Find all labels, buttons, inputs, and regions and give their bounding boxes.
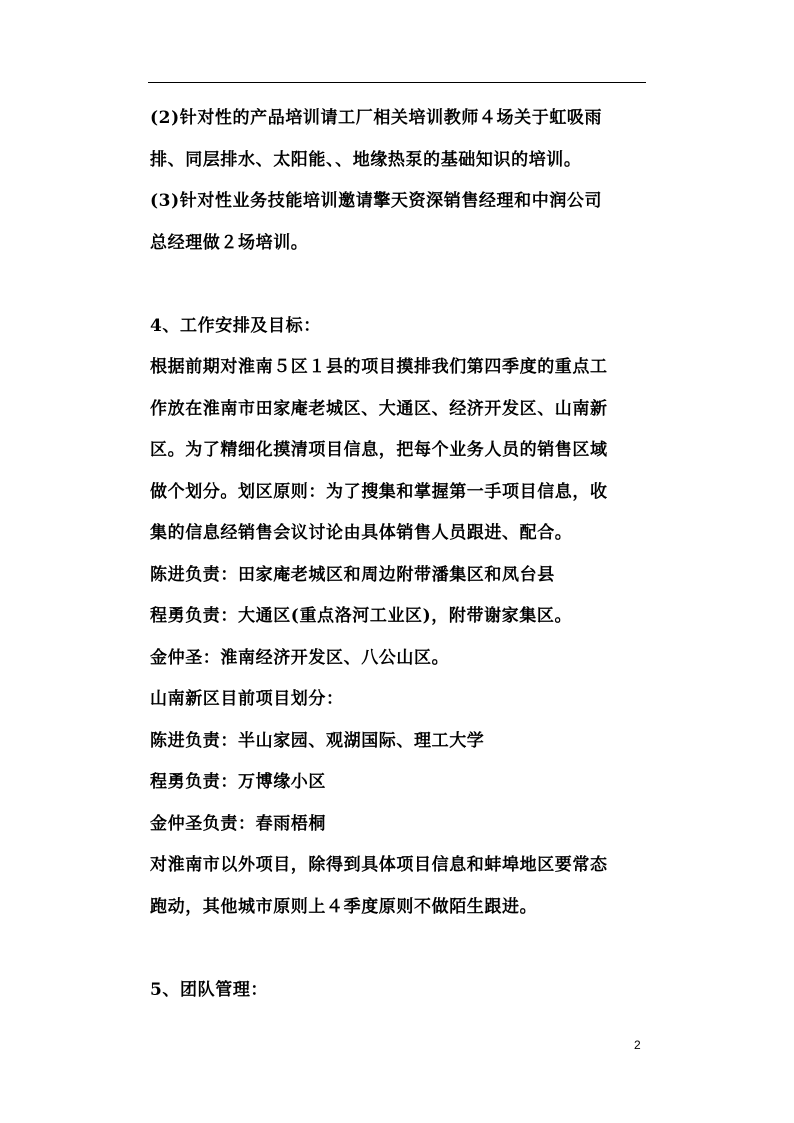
subheading-line: 山南新区目前项目划分：: [150, 689, 344, 709]
paragraph-line: 总经理做２场培训。: [150, 232, 309, 253]
paragraph-line: 排、同层排水、太阳能、、地缘热泵的基础知识的培训。: [150, 149, 582, 170]
section-heading-team-management: 5、团队管理：: [150, 979, 269, 1000]
paragraph-line: 区。为了精细化摸清项目信息，把每个业务人员的销售区域: [150, 440, 608, 460]
paragraph-line: 根据前期对淮南５区１县的项目摸排我们第四季度的重点工: [150, 357, 608, 377]
paragraph-line: 作放在淮南市田家庵老城区、大通区、经济开发区、山南新: [150, 398, 608, 419]
paragraph-line: 集的信息经销售会议讨论由具体销售人员跟进、配合。: [150, 523, 573, 543]
assignment-line: 金仲圣：淮南经济开发区、八公山区。: [150, 647, 450, 668]
paragraph-line: 对淮南市以外项目，除得到具体项目信息和蚌埠地区要常态: [150, 855, 608, 875]
paragraph-line: (3)针对性业务技能培训邀请擎天资深销售经理和中润公司: [150, 191, 603, 211]
section-heading-work-arrangement: 4、工作安排及目标：: [150, 315, 321, 336]
assignment-line: 金仲圣负责：春雨梧桐: [150, 813, 326, 834]
paragraph-line: 跑动，其他城市原则上４季度原则不做陌生跟进。: [150, 896, 538, 917]
assignment-line: 程勇负责：大通区(重点洛河工业区)，附带谢家集区。: [150, 606, 573, 626]
page-number: 2: [634, 1038, 641, 1052]
paragraph-line: (2)针对性的产品培训请工厂相关培训教师４场关于虹吸雨: [150, 108, 603, 128]
document-body: [150, 98, 650, 1011]
assignment-line: 程勇负责：万博缘小区: [150, 772, 326, 792]
blank-line: [150, 928, 650, 970]
assignment-line: 陈进负责：半山家园、观湖国际、理工大学: [150, 730, 485, 751]
paragraph-line: 做个划分。划区原则：为了搜集和掌握第一手项目信息，收: [150, 481, 608, 502]
assignment-line: 陈进负责：田家庵老城区和周边附带潘集区和凤台县: [150, 564, 555, 585]
blank-line: [150, 264, 650, 306]
header-rule: [148, 82, 646, 83]
